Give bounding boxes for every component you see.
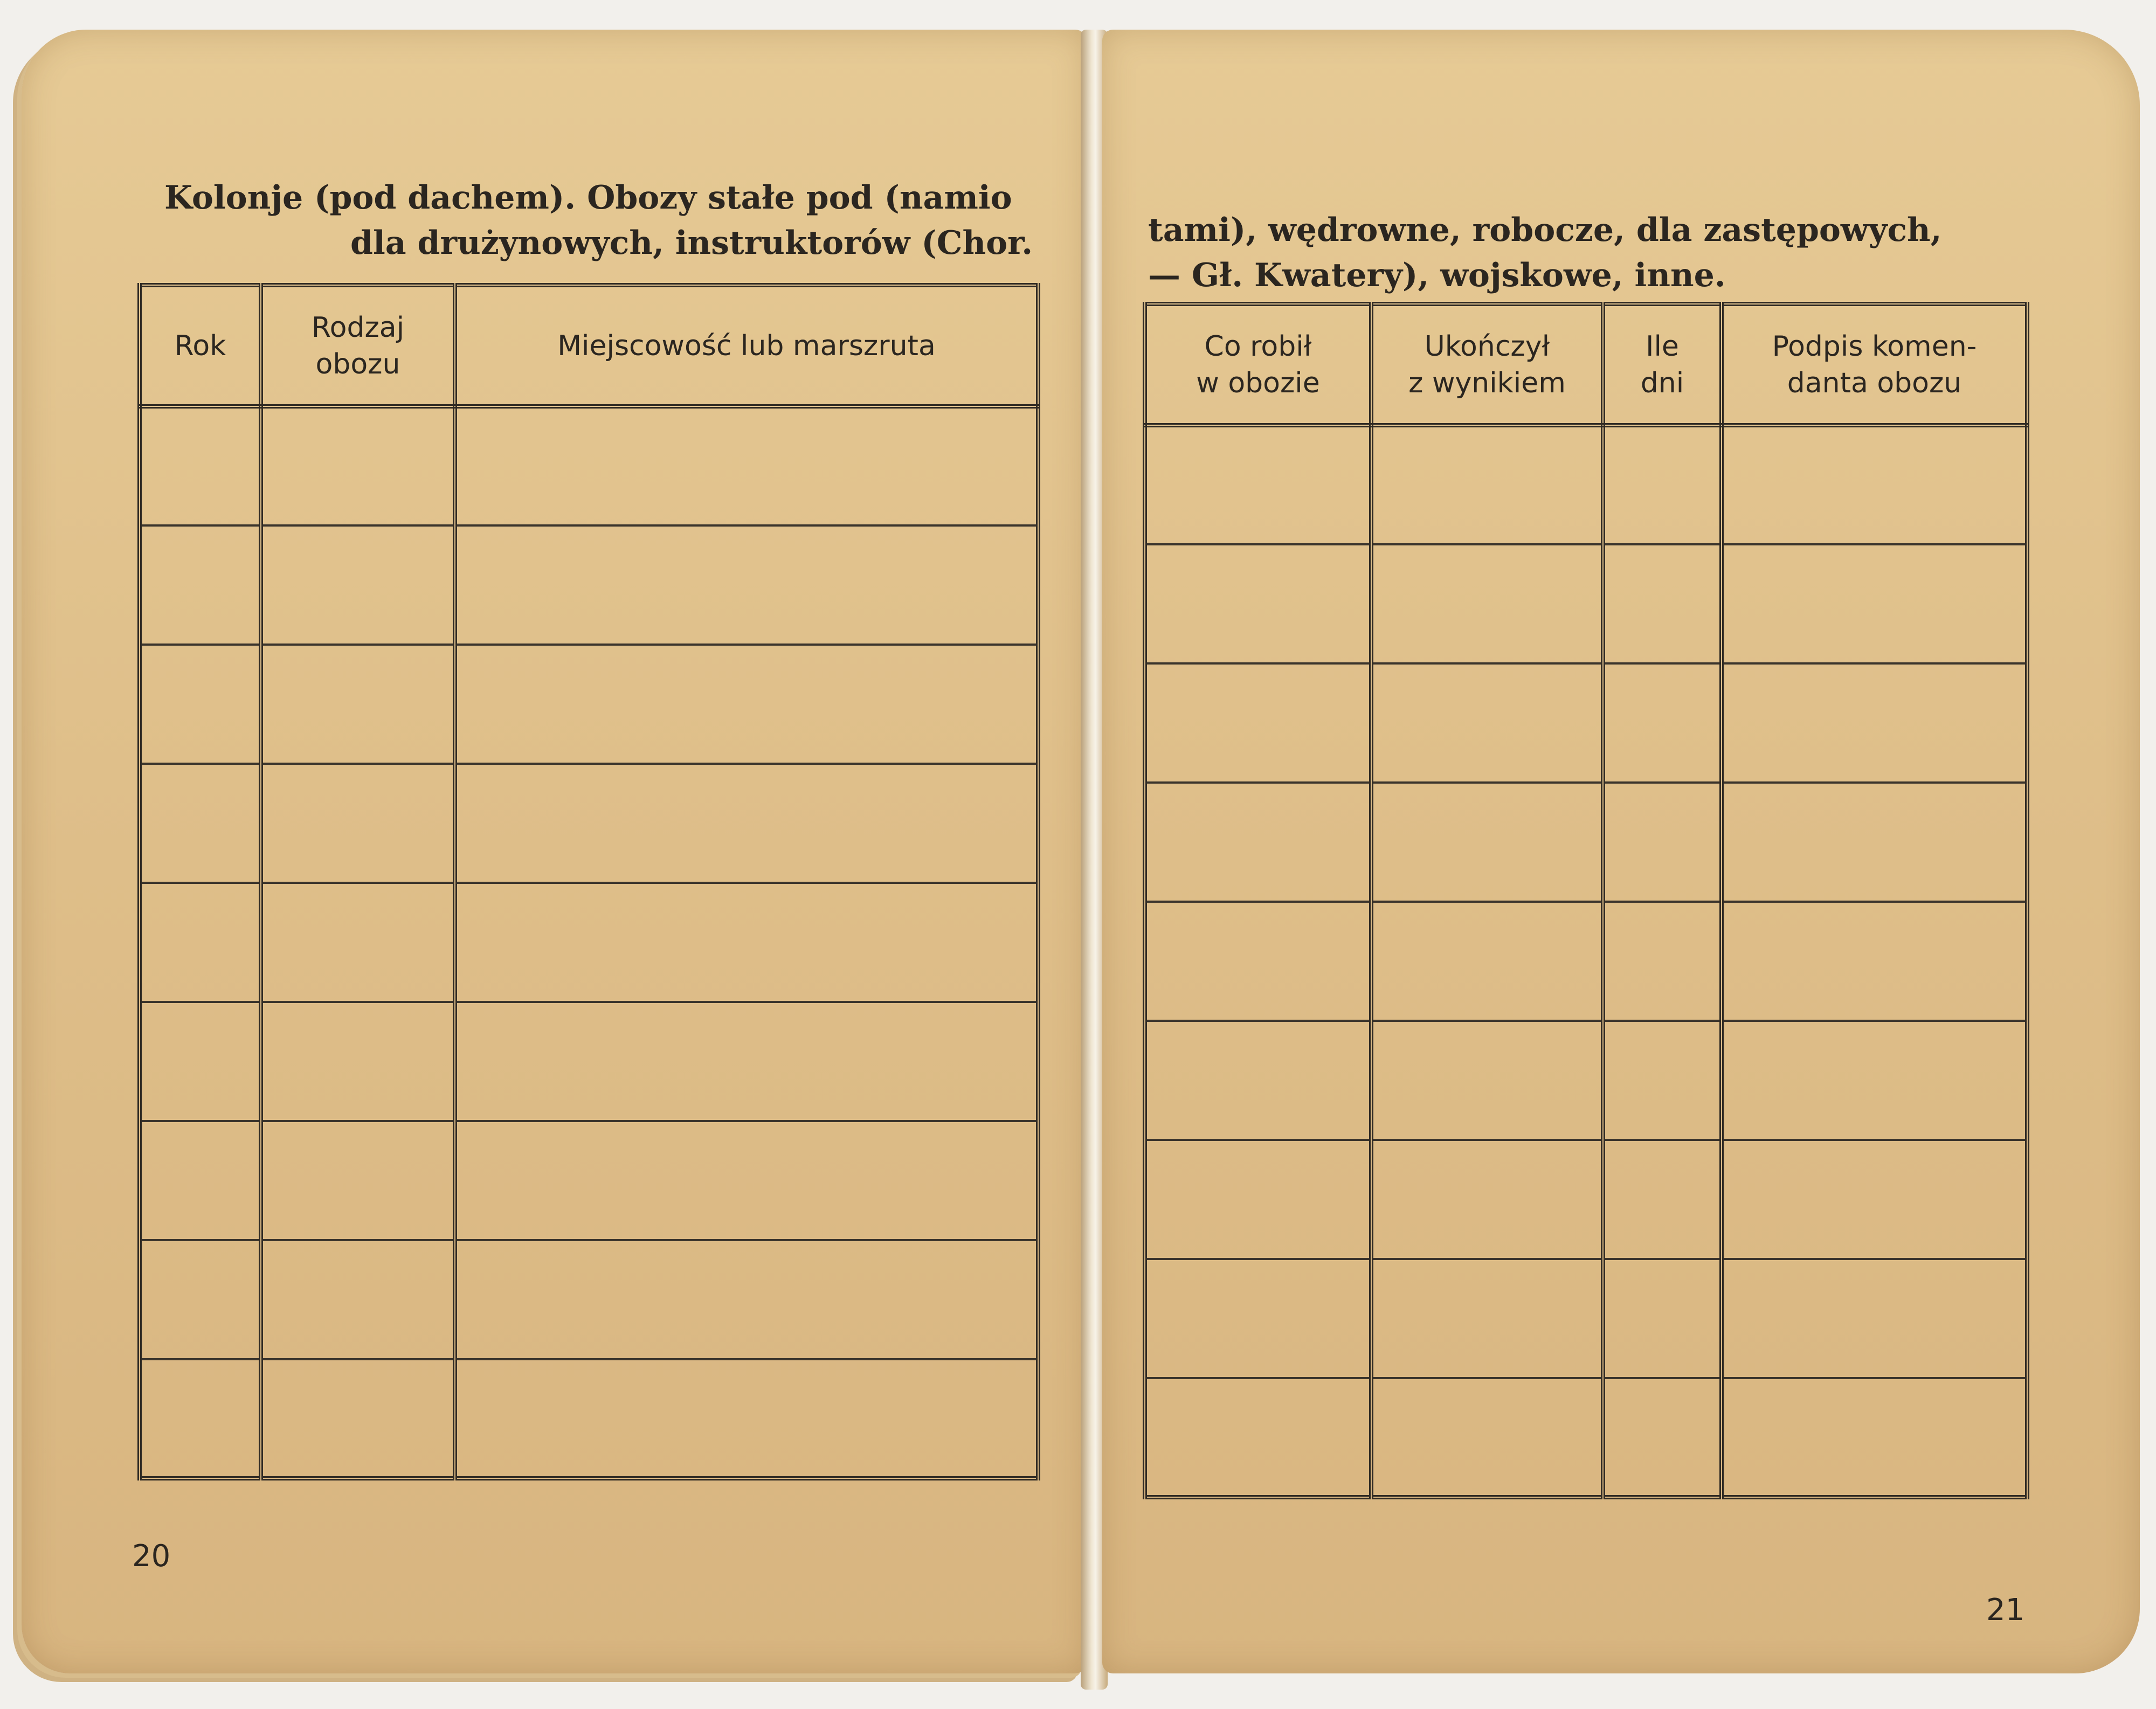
right-table-cell[interactable] bbox=[1371, 1140, 1603, 1259]
left-table-cell[interactable] bbox=[261, 406, 455, 525]
right-table-cell[interactable] bbox=[1722, 1021, 2027, 1140]
col-header-co-robil: Co robił w obozie bbox=[1145, 304, 1371, 425]
left-table-cell[interactable] bbox=[140, 645, 261, 764]
right-table-row bbox=[1145, 544, 2027, 663]
left-table-row bbox=[140, 1121, 1038, 1240]
left-table-row bbox=[140, 1240, 1038, 1359]
left-table-cell[interactable] bbox=[261, 1359, 455, 1478]
col-header-ile-dni: Ile dni bbox=[1603, 304, 1722, 425]
right-table-cell[interactable] bbox=[1722, 1259, 2027, 1378]
left-table-cell[interactable] bbox=[261, 1240, 455, 1359]
col-header-rodzaj-obozu: Rodzaj obozu bbox=[261, 285, 455, 406]
right-table-cell[interactable] bbox=[1603, 783, 1722, 902]
left-table-cell[interactable] bbox=[140, 406, 261, 525]
right-table-cell[interactable] bbox=[1603, 1378, 1722, 1497]
right-table-cell[interactable] bbox=[1371, 425, 1603, 544]
col-header-miejscowosc: Miejscowość lub marszruta bbox=[455, 285, 1038, 406]
right-header-row bbox=[1145, 304, 2027, 425]
left-table-row bbox=[140, 883, 1038, 1002]
right-table-cell[interactable] bbox=[1722, 544, 2027, 663]
right-table-cell[interactable] bbox=[1145, 783, 1371, 902]
right-table-cell[interactable] bbox=[1722, 1378, 2027, 1497]
right-table-cell[interactable] bbox=[1722, 663, 2027, 783]
right-table-cell[interactable] bbox=[1371, 663, 1603, 783]
left-table-cell[interactable] bbox=[140, 1359, 261, 1478]
left-table-row bbox=[140, 1002, 1038, 1121]
right-table-cell[interactable] bbox=[1371, 1021, 1603, 1140]
col-header-podpis: Podpis komen- danta obozu bbox=[1722, 304, 2027, 425]
right-heading-line-1: tami), wędrowne, robocze, dla zastępowych, bbox=[1148, 211, 1942, 249]
left-table-cell[interactable] bbox=[261, 764, 455, 883]
right-page-number: 21 bbox=[1986, 1593, 2025, 1628]
left-table-cell[interactable] bbox=[455, 1121, 1038, 1240]
left-table-cell[interactable] bbox=[455, 883, 1038, 1002]
left-table-cell[interactable] bbox=[140, 1002, 261, 1121]
right-table-cell[interactable] bbox=[1145, 1021, 1371, 1140]
right-table-row bbox=[1145, 1140, 2027, 1259]
left-table-cell[interactable] bbox=[261, 645, 455, 764]
right-table-cell[interactable] bbox=[1603, 1140, 1722, 1259]
left-table-cell[interactable] bbox=[261, 1121, 455, 1240]
booklet-spread bbox=[22, 30, 2140, 1684]
right-table-cell[interactable] bbox=[1371, 544, 1603, 663]
right-table-cell[interactable] bbox=[1722, 783, 2027, 902]
right-table-row bbox=[1145, 425, 2027, 544]
left-page bbox=[22, 30, 1086, 1673]
left-header-row bbox=[140, 285, 1038, 406]
right-table-cell[interactable] bbox=[1145, 1259, 1371, 1378]
left-heading-line-1: Kolonje (pod dachem). Obozy stałe pod (namio bbox=[164, 179, 1012, 217]
right-table-cell[interactable] bbox=[1371, 783, 1603, 902]
right-table-cell[interactable] bbox=[1371, 1259, 1603, 1378]
left-table-row bbox=[140, 764, 1038, 883]
right-table-cell[interactable] bbox=[1145, 1140, 1371, 1259]
right-table-cell[interactable] bbox=[1371, 902, 1603, 1021]
left-table-cell[interactable] bbox=[140, 1240, 261, 1359]
left-table-cell[interactable] bbox=[261, 883, 455, 1002]
left-table-row bbox=[140, 645, 1038, 764]
right-table-cell[interactable] bbox=[1603, 1021, 1722, 1140]
left-heading-line-2: dla drużynowych, instruktorów (Chor. bbox=[350, 224, 1033, 262]
right-table-row bbox=[1145, 1021, 2027, 1140]
right-table-cell[interactable] bbox=[1371, 1378, 1603, 1497]
left-table-row bbox=[140, 1359, 1038, 1478]
right-table-cell[interactable] bbox=[1722, 902, 2027, 1021]
right-page bbox=[1102, 30, 2140, 1673]
left-table-row bbox=[140, 525, 1038, 645]
right-table-row bbox=[1145, 1378, 2027, 1497]
right-table-row bbox=[1145, 902, 2027, 1021]
right-table-cell[interactable] bbox=[1145, 663, 1371, 783]
left-table-cell[interactable] bbox=[455, 525, 1038, 645]
right-table-row bbox=[1145, 663, 2027, 783]
left-table-cell[interactable] bbox=[140, 764, 261, 883]
col-header-rok: Rok bbox=[140, 285, 261, 406]
left-table-cell[interactable] bbox=[455, 1002, 1038, 1121]
col-header-ukonczyl: Ukończył z wynikiem bbox=[1371, 304, 1603, 425]
left-table-cell[interactable] bbox=[455, 406, 1038, 525]
right-table-cell[interactable] bbox=[1722, 425, 2027, 544]
left-table-cell[interactable] bbox=[140, 883, 261, 1002]
right-table-cell[interactable] bbox=[1722, 1140, 2027, 1259]
right-camp-table bbox=[1143, 302, 2029, 1499]
left-table-cell[interactable] bbox=[140, 525, 261, 645]
right-table-cell[interactable] bbox=[1603, 902, 1722, 1021]
right-heading-line-2: — Gł. Kwatery), wojskowe, inne. bbox=[1148, 257, 1726, 294]
right-table-cell[interactable] bbox=[1145, 425, 1371, 544]
left-table-cell[interactable] bbox=[140, 1121, 261, 1240]
right-table-cell[interactable] bbox=[1145, 544, 1371, 663]
right-table-cell[interactable] bbox=[1145, 902, 1371, 1021]
left-table-row bbox=[140, 406, 1038, 525]
right-table-cell[interactable] bbox=[1603, 544, 1722, 663]
left-camp-table bbox=[137, 283, 1040, 1480]
left-table-cell[interactable] bbox=[455, 645, 1038, 764]
right-table-cell[interactable] bbox=[1603, 1259, 1722, 1378]
left-table-cell[interactable] bbox=[455, 1240, 1038, 1359]
right-table-cell[interactable] bbox=[1603, 663, 1722, 783]
left-heading bbox=[164, 175, 1033, 266]
right-heading bbox=[1148, 207, 1942, 298]
right-table-row bbox=[1145, 1259, 2027, 1378]
left-table-cell[interactable] bbox=[261, 1002, 455, 1121]
left-table-cell[interactable] bbox=[455, 764, 1038, 883]
right-table-row bbox=[1145, 783, 2027, 902]
left-page-number: 20 bbox=[132, 1539, 171, 1574]
right-table-cell[interactable] bbox=[1145, 1378, 1371, 1497]
right-table-cell[interactable] bbox=[1603, 425, 1722, 544]
left-table-cell[interactable] bbox=[455, 1359, 1038, 1478]
left-table-cell[interactable] bbox=[261, 525, 455, 645]
